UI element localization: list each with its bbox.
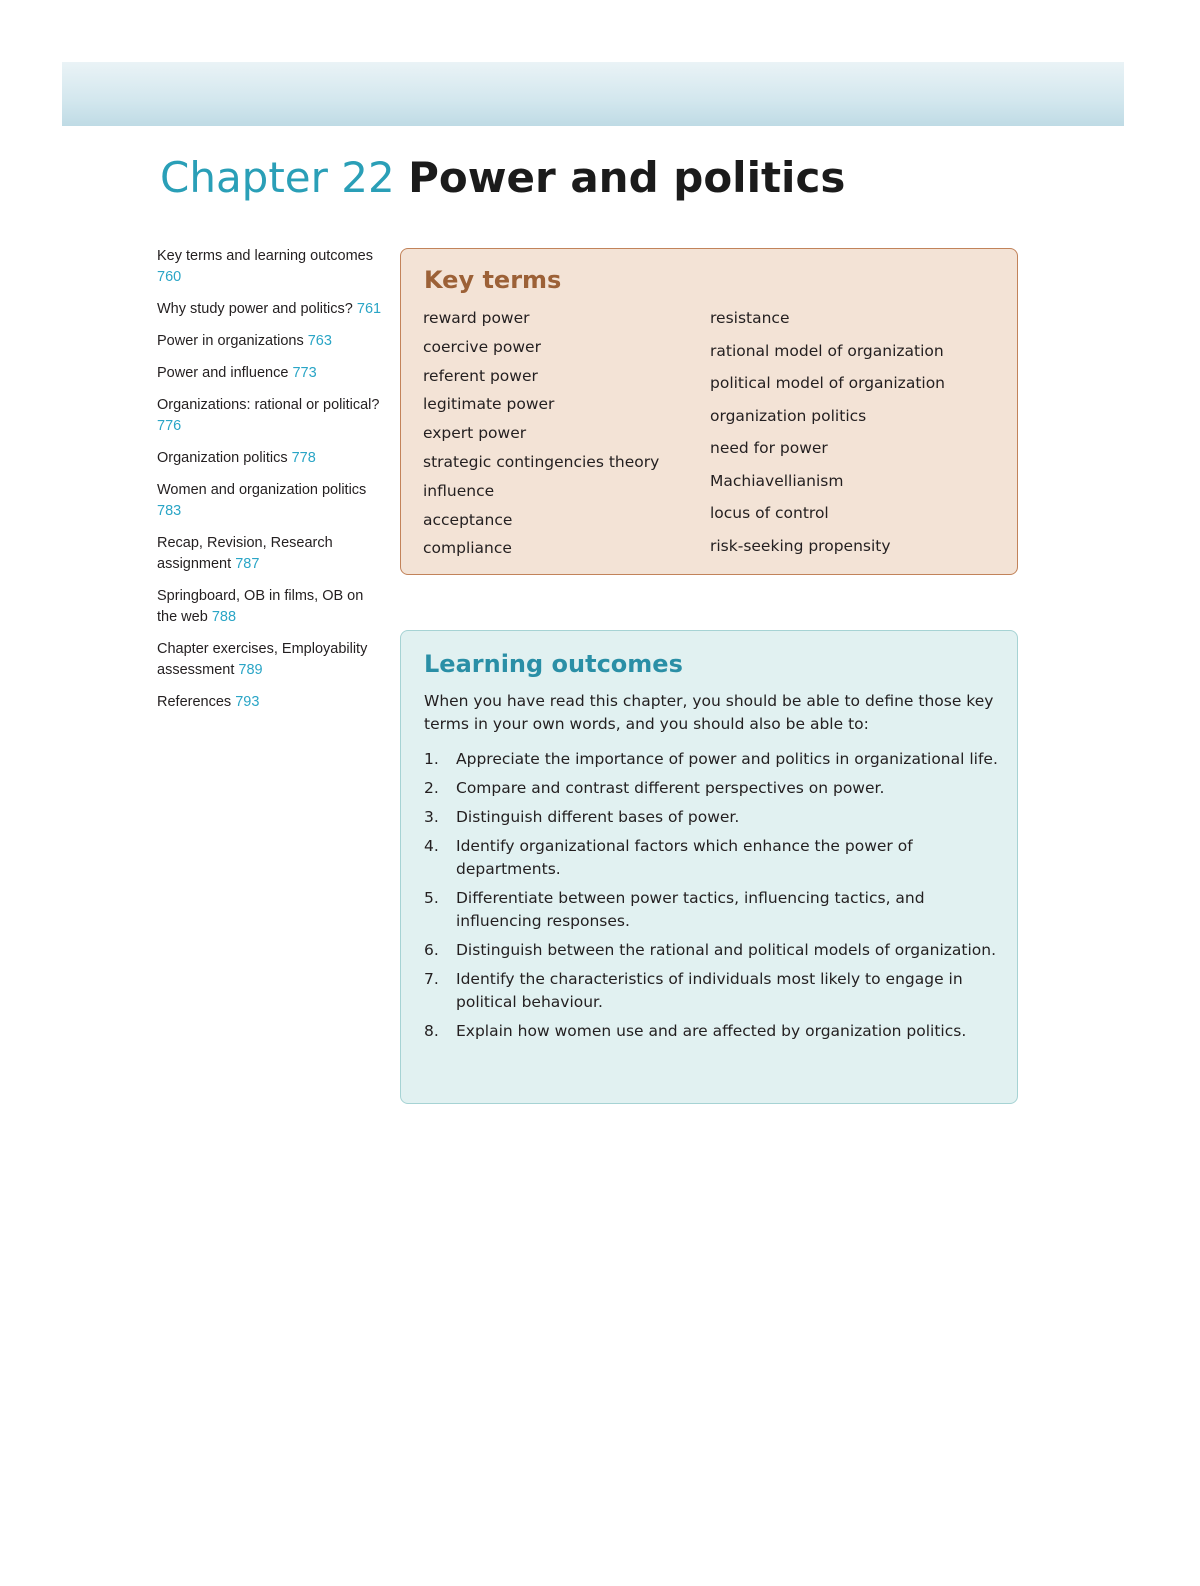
toc-page-number[interactable]: 789: [238, 662, 263, 678]
key-term: acceptance: [423, 510, 513, 529]
outcome-item: [424, 968, 999, 1014]
toc-item-text: Organization politics: [157, 450, 288, 466]
learning-outcomes-list: [424, 748, 999, 1049]
key-terms-right-column: [710, 307, 945, 567]
toc-item[interactable]: [157, 299, 382, 320]
toc-page-number[interactable]: 793: [235, 694, 260, 710]
outcome-item: [424, 748, 999, 771]
outcome-text: Identify the characteristics of individuals most likely to engage in political behaviour.: [456, 970, 963, 1011]
outcome-number: 2.: [424, 779, 439, 797]
toc-page-number[interactable]: 783: [157, 503, 182, 519]
key-term: strategic contingencies theory: [423, 452, 660, 471]
chapter-contents: [157, 246, 382, 724]
chapter-name: Power and politics: [408, 153, 846, 202]
learning-outcomes-heading: Learning outcomes: [424, 650, 683, 678]
toc-item[interactable]: [157, 639, 382, 681]
outcome-text: Distinguish between the rational and political models of organization.: [456, 941, 997, 959]
toc-page-number[interactable]: 760: [157, 269, 182, 285]
outcome-text: Identify organizational factors which enhance the power of departments.: [456, 837, 913, 878]
outcome-item: [424, 939, 999, 962]
key-term: locus of control: [710, 504, 829, 522]
toc-item-text: Springboard, OB in films, OB on the web: [157, 588, 364, 625]
key-terms-heading: Key terms: [424, 266, 562, 294]
chapter-number: Chapter 22: [160, 153, 395, 202]
toc-item-text: Organizations: rational or political?: [157, 397, 380, 413]
key-term: referent power: [423, 366, 538, 385]
toc-item[interactable]: [157, 692, 382, 713]
outcome-number: 6.: [424, 941, 439, 959]
key-term: rational model of organization: [710, 341, 944, 360]
toc-item-text: Key terms and learning outcomes: [157, 248, 373, 264]
header-band: [62, 62, 1124, 126]
toc-item-text: Women and organization politics: [157, 482, 367, 498]
key-terms-left-column: [423, 307, 659, 566]
toc-page-number[interactable]: 778: [291, 450, 316, 466]
key-term: need for power: [710, 439, 828, 457]
key-term: influence: [423, 481, 495, 500]
outcome-number: 8.: [424, 1022, 439, 1040]
outcome-item: [424, 835, 999, 881]
outcome-number: 4.: [424, 837, 439, 855]
toc-page-number[interactable]: 763: [307, 333, 332, 349]
learning-outcomes-box: [400, 630, 1018, 1104]
outcome-text: Differentiate between power tactics, influencing tactics, and influencing responses.: [456, 889, 925, 930]
toc-item[interactable]: [157, 246, 382, 288]
key-term: compliance: [423, 539, 512, 558]
outcome-text: Explain how women use and are affected by organization politics.: [456, 1022, 967, 1040]
toc-item[interactable]: [157, 395, 382, 437]
outcome-item: [424, 887, 999, 933]
key-terms-box: [400, 248, 1018, 575]
key-term: political model of organization: [710, 374, 946, 392]
toc-item-text: Why study power and politics?: [157, 301, 353, 317]
toc-item-text: Chapter exercises, Employability assessment: [157, 641, 368, 678]
toc-item[interactable]: [157, 448, 382, 469]
outcome-number: 1.: [424, 750, 439, 768]
outcome-text: Distinguish different bases of power.: [456, 808, 740, 826]
outcome-item: [424, 1020, 999, 1043]
toc-page-number[interactable]: 788: [211, 609, 237, 625]
toc-item-text: Power and influence: [157, 365, 289, 381]
key-term: resistance: [710, 309, 790, 327]
key-term: coercive power: [423, 337, 541, 356]
outcome-number: 5.: [424, 889, 439, 907]
toc-item[interactable]: [157, 331, 382, 352]
toc-item-text: References: [157, 694, 232, 710]
toc-page-number[interactable]: 787: [235, 556, 260, 572]
key-term: organization politics: [710, 406, 867, 425]
toc-page-number[interactable]: 773: [292, 365, 317, 381]
toc-page-number[interactable]: 761: [356, 301, 382, 317]
key-term: legitimate power: [423, 395, 555, 414]
key-term: reward power: [423, 309, 530, 327]
outcome-number: 3.: [424, 808, 439, 826]
key-term: Machiavellianism: [710, 471, 844, 490]
outcome-item: [424, 777, 999, 800]
toc-item[interactable]: [157, 480, 382, 522]
outcome-item: [424, 806, 999, 829]
learning-outcomes-intro: When you have read this chapter, you should be able to define those key terms in your own words, and you should also be able to:: [424, 692, 994, 733]
key-term: risk-seeking propensity: [710, 536, 891, 555]
chapter-title: [160, 150, 845, 206]
toc-item-text: Power in organizations: [157, 333, 304, 349]
outcome-text: Compare and contrast different perspectives on power.: [456, 779, 885, 797]
toc-item-text: Recap, Revision, Research assignment: [157, 535, 333, 572]
toc-page-number[interactable]: 776: [157, 418, 182, 434]
outcome-text: Appreciate the importance of power and politics in organizational life.: [456, 750, 998, 768]
key-term: expert power: [423, 424, 527, 443]
toc-item[interactable]: [157, 363, 382, 384]
outcome-number: 7.: [424, 970, 439, 988]
toc-item[interactable]: [157, 586, 382, 628]
toc-item[interactable]: [157, 533, 382, 575]
